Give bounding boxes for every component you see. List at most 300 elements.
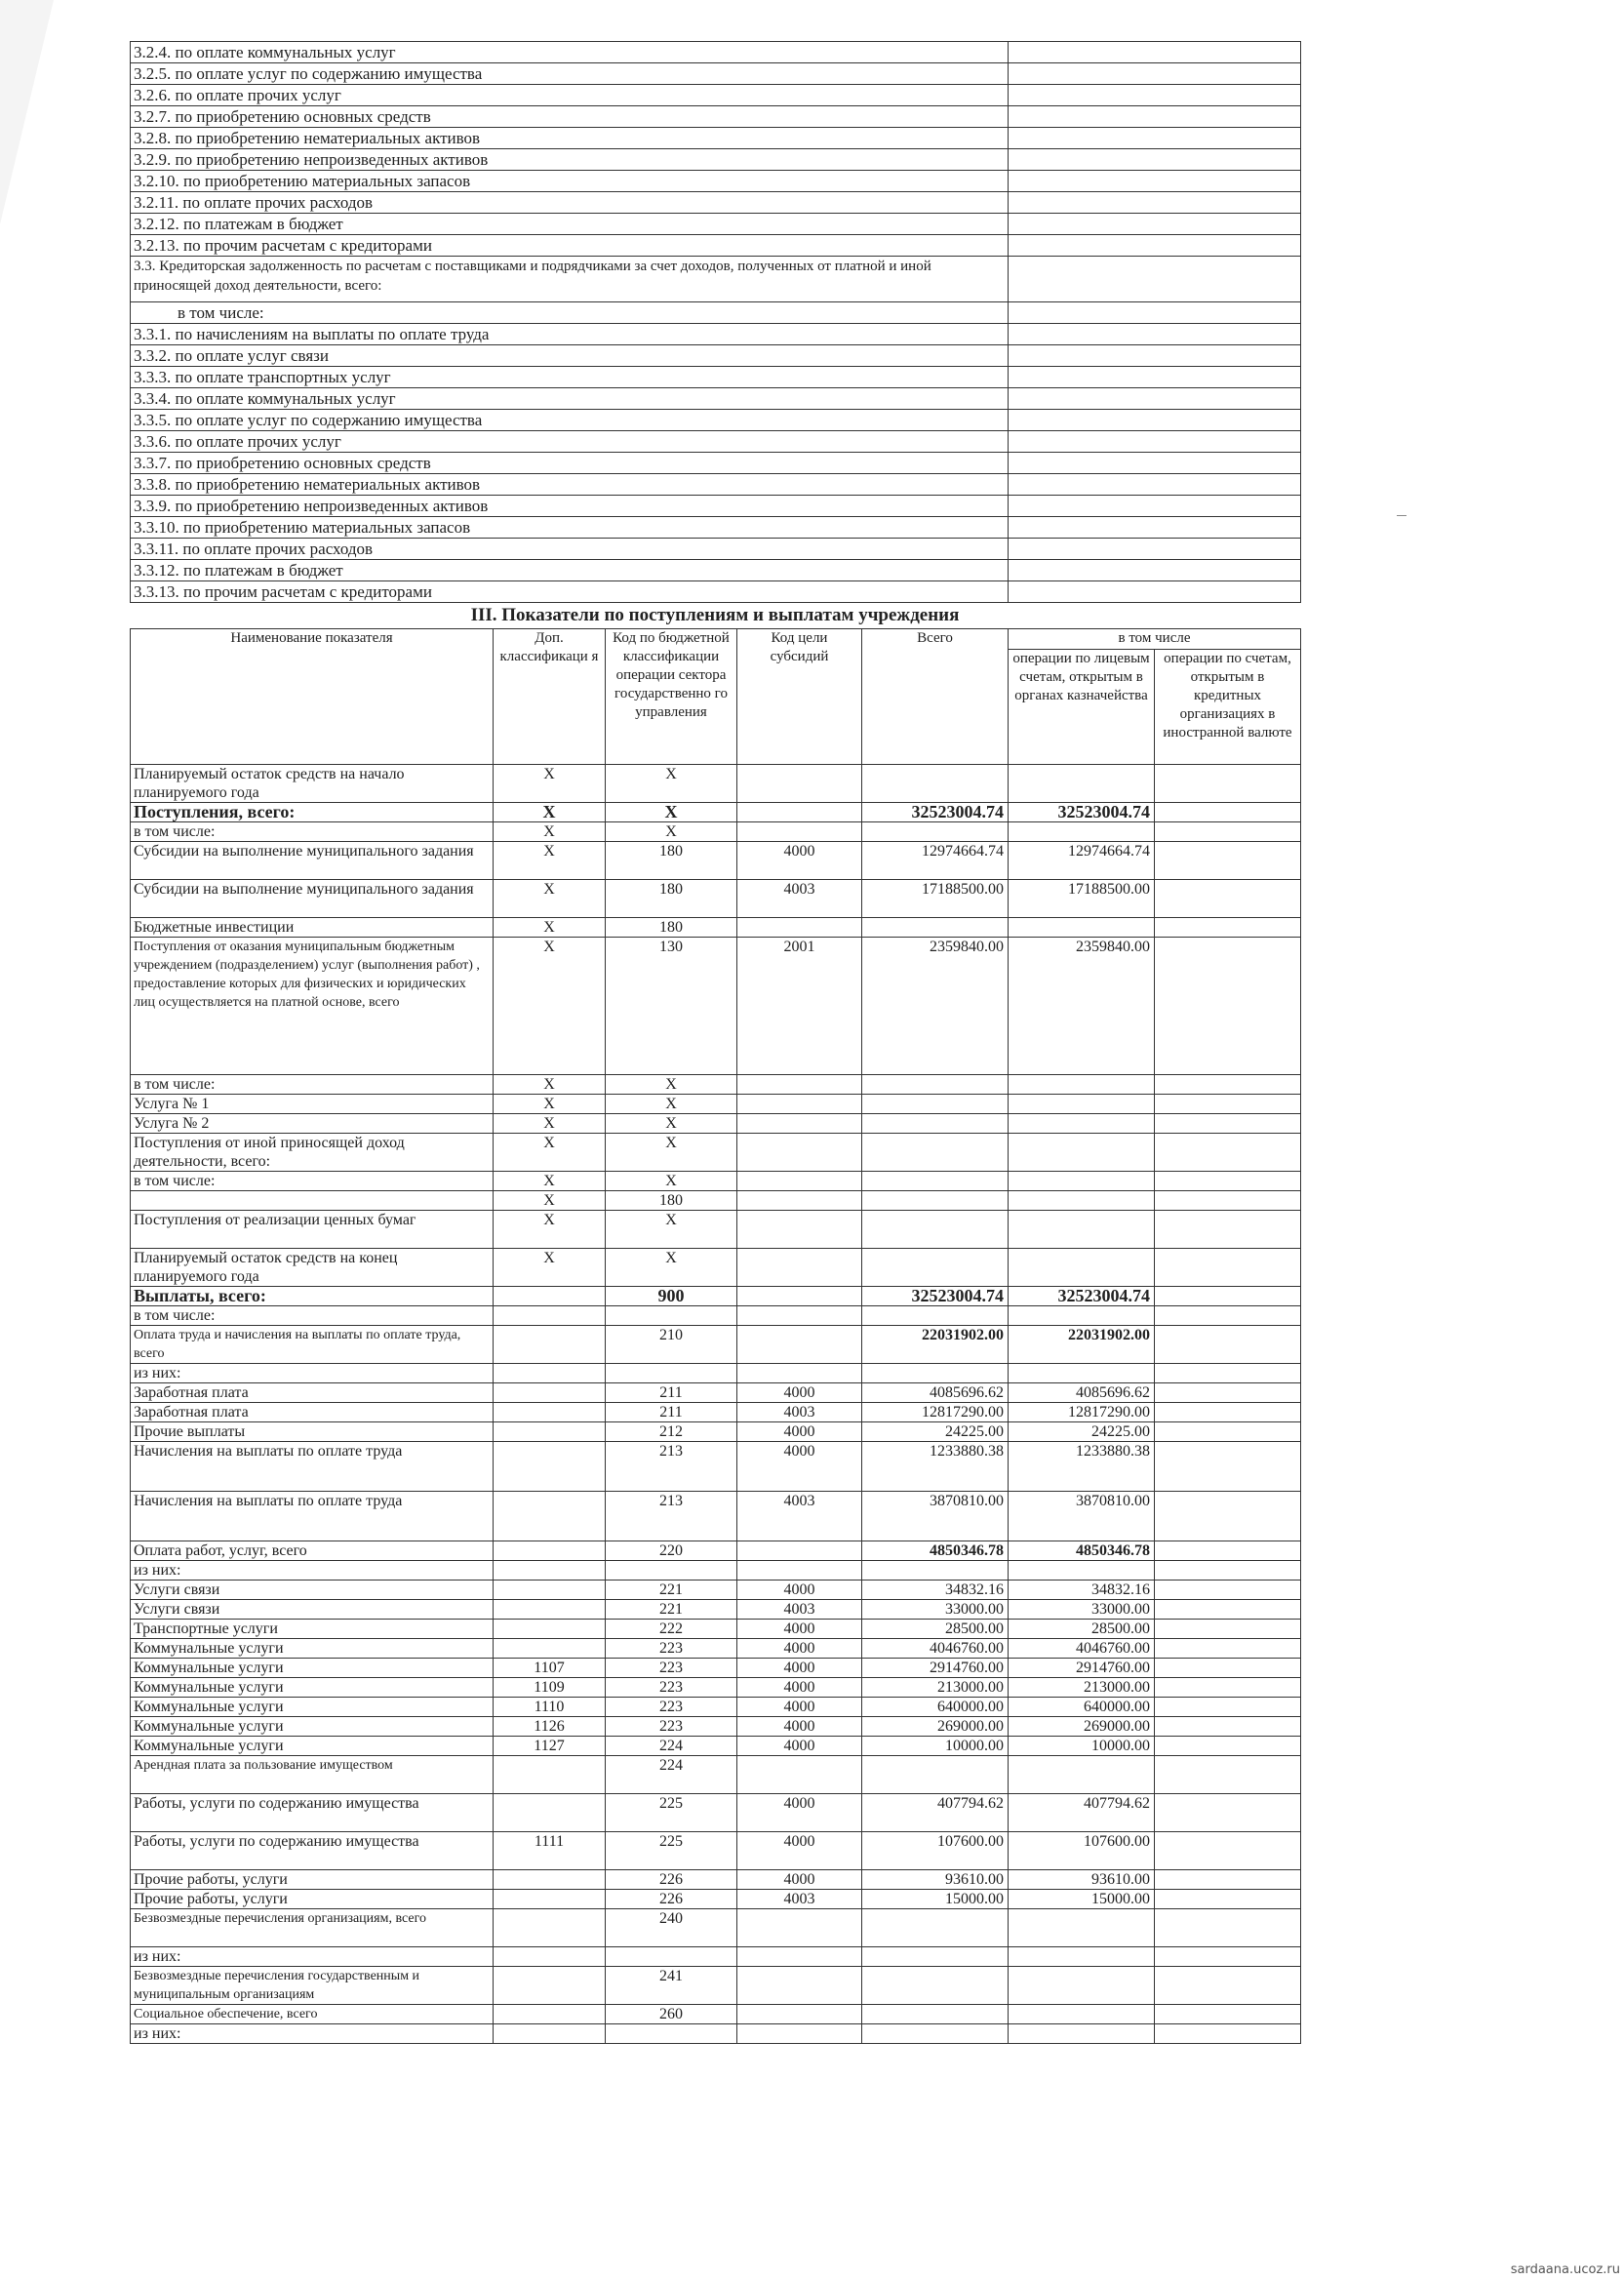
debt-row [131, 149, 1301, 171]
cell-dop-classification [494, 1287, 606, 1306]
cell-foreign [1155, 765, 1301, 803]
header-name: Наименование показателя [131, 629, 494, 765]
debt-row-label: 3.2.5. по оплате услуг по содержанию имущества [131, 63, 1009, 85]
table-row [131, 1717, 1301, 1737]
table-row [131, 1249, 1301, 1287]
cell-treasury: 3870810.00 [1009, 1492, 1155, 1541]
cell-treasury [1009, 1134, 1155, 1172]
debt-row [131, 367, 1301, 388]
cell-total: 15000.00 [862, 1890, 1009, 1909]
cell-foreign [1155, 803, 1301, 822]
cell-name: Поступления от оказания муниципальным бюджетным учреждением (подразделением) услуг (выполнения работ) , предоставление которых для физических и юридических лиц осуществляется на платной основе, всего [131, 938, 494, 1075]
cell-foreign [1155, 1306, 1301, 1326]
cell-treasury: 2914760.00 [1009, 1659, 1155, 1678]
debt-row-label: 3.3.1. по начислениям на выплаты по оплате труда [131, 324, 1009, 345]
table-row [131, 1306, 1301, 1326]
debt-row-label: 3.3. Кредиторская задолженность по расчетам с поставщиками и подрядчиками за счет доходов, полученных от платной и иной приносящей доход деятельности, всего: [131, 257, 1009, 302]
table-row [131, 918, 1301, 938]
cell-subsidy-code: 4000 [737, 1794, 862, 1832]
table-row [131, 1383, 1301, 1403]
table-row [131, 2005, 1301, 2024]
cell-total: 269000.00 [862, 1717, 1009, 1737]
cell-budget-code: Х [606, 765, 737, 803]
table-row [131, 1756, 1301, 1794]
cell-name: Оплата работ, услуг, всего [131, 1541, 494, 1561]
cell-subsidy-code: 4000 [737, 1717, 862, 1737]
debt-row-value [1009, 474, 1301, 496]
cell-total [862, 1095, 1009, 1114]
cell-budget-code: 226 [606, 1870, 737, 1890]
cell-foreign [1155, 1287, 1301, 1306]
cell-name: Заработная плата [131, 1403, 494, 1422]
cell-dop-classification [494, 1909, 606, 1947]
cell-total: 12817290.00 [862, 1403, 1009, 1422]
table-row [131, 938, 1301, 1075]
cell-name: Транспортные услуги [131, 1620, 494, 1639]
cell-subsidy-code: 4000 [737, 1678, 862, 1698]
cell-treasury: 12817290.00 [1009, 1403, 1155, 1422]
cell-treasury [1009, 1191, 1155, 1211]
cell-dop-classification: 1127 [494, 1737, 606, 1756]
debt-row [131, 192, 1301, 214]
cell-budget-code: 224 [606, 1756, 737, 1794]
cell-name [131, 1191, 494, 1211]
cell-name: Прочие работы, услуги [131, 1890, 494, 1909]
cell-name: Субсидии на выполнение муниципального задания [131, 842, 494, 880]
cell-budget-code: 213 [606, 1442, 737, 1492]
table-row [131, 1832, 1301, 1870]
cell-budget-code [606, 1561, 737, 1581]
cell-name: Прочие выплаты [131, 1422, 494, 1442]
section-title: III. Показатели по поступлениям и выплатам учреждения [470, 605, 960, 625]
debt-row-label: 3.3.3. по оплате транспортных услуг [131, 367, 1009, 388]
cell-total: 17188500.00 [862, 880, 1009, 918]
table-row [131, 1659, 1301, 1678]
cell-dop-classification [494, 1794, 606, 1832]
cell-treasury [1009, 765, 1155, 803]
cell-total [862, 1306, 1009, 1326]
cell-total: 2359840.00 [862, 938, 1009, 1075]
cell-total: 12974664.74 [862, 842, 1009, 880]
cell-foreign [1155, 1967, 1301, 2005]
cell-total: 93610.00 [862, 1870, 1009, 1890]
cell-treasury [1009, 1095, 1155, 1114]
cell-dop-classification [494, 1541, 606, 1561]
cell-budget-code: 180 [606, 918, 737, 938]
cell-name: в том числе: [131, 822, 494, 842]
debt-row-label: 3.3.12. по платежам в бюджет [131, 560, 1009, 581]
cell-budget-code: 130 [606, 938, 737, 1075]
cell-subsidy-code: 4000 [737, 1659, 862, 1678]
cell-foreign [1155, 1639, 1301, 1659]
debt-row [131, 517, 1301, 539]
cell-treasury [1009, 1114, 1155, 1134]
cell-treasury: 4850346.78 [1009, 1541, 1155, 1561]
cell-total [862, 918, 1009, 938]
cell-treasury [1009, 1211, 1155, 1249]
cell-name: Коммунальные услуги [131, 1639, 494, 1659]
cell-treasury [1009, 1249, 1155, 1287]
debt-row-value [1009, 42, 1301, 63]
cell-dop-classification: Х [494, 822, 606, 842]
cell-foreign [1155, 1191, 1301, 1211]
debt-row-value [1009, 214, 1301, 235]
table-row [131, 1114, 1301, 1134]
cell-subsidy-code [737, 765, 862, 803]
cell-total: 24225.00 [862, 1422, 1009, 1442]
cell-total [862, 1561, 1009, 1581]
cell-dop-classification [494, 1326, 606, 1364]
debt-row [131, 106, 1301, 128]
cell-treasury: 640000.00 [1009, 1698, 1155, 1717]
cell-budget-code: 180 [606, 842, 737, 880]
cell-dop-classification: Х [494, 880, 606, 918]
cell-treasury: 1233880.38 [1009, 1442, 1155, 1492]
debt-row-label: 3.2.4. по оплате коммунальных услуг [131, 42, 1009, 63]
table-row [131, 1600, 1301, 1620]
cell-total [862, 1364, 1009, 1383]
cell-subsidy-code [737, 1756, 862, 1794]
cell-name: Социальное обеспечение, всего [131, 2005, 494, 2024]
table-row [131, 1620, 1301, 1639]
cell-treasury: 17188500.00 [1009, 880, 1155, 918]
cell-name: Планируемый остаток средств на начало планируемого года [131, 765, 494, 803]
table-row [131, 1639, 1301, 1659]
cell-treasury: 107600.00 [1009, 1832, 1155, 1870]
cell-treasury: 2359840.00 [1009, 938, 1155, 1075]
cell-name: Поступления, всего: [131, 803, 494, 822]
cell-dop-classification: 1107 [494, 1659, 606, 1678]
cell-dop-classification: Х [494, 1172, 606, 1191]
cell-foreign [1155, 822, 1301, 842]
debt-row-label: 3.2.12. по платежам в бюджет [131, 214, 1009, 235]
cell-treasury: 15000.00 [1009, 1890, 1155, 1909]
header-total: Всего [862, 629, 1009, 765]
cell-foreign [1155, 1326, 1301, 1364]
cell-subsidy-code: 4000 [737, 842, 862, 880]
cell-budget-code: 222 [606, 1620, 737, 1639]
debt-row-label: 3.2.11. по оплате прочих расходов [131, 192, 1009, 214]
cell-dop-classification [494, 1492, 606, 1541]
cell-dop-classification [494, 1403, 606, 1422]
table-row [131, 1492, 1301, 1541]
cell-dop-classification: 1109 [494, 1678, 606, 1698]
cell-subsidy-code [737, 1191, 862, 1211]
debt-row-value [1009, 388, 1301, 410]
debt-row-value [1009, 235, 1301, 257]
cell-total: 1233880.38 [862, 1442, 1009, 1492]
cell-subsidy-code [737, 803, 862, 822]
receipts-payments-table [130, 628, 1301, 2044]
cell-subsidy-code [737, 1306, 862, 1326]
cell-dop-classification [494, 1306, 606, 1326]
table-row [131, 1947, 1301, 1967]
cell-budget-code: 223 [606, 1639, 737, 1659]
cell-name: Услуга № 1 [131, 1095, 494, 1114]
cell-treasury: 22031902.00 [1009, 1326, 1155, 1364]
header-budget-code: Код по бюджетной классификации операции сектора государственно го управления [606, 629, 737, 765]
table-row [131, 842, 1301, 880]
cell-foreign [1155, 1249, 1301, 1287]
table-row [131, 1075, 1301, 1095]
cell-budget-code: 212 [606, 1422, 737, 1442]
cell-subsidy-code: 4003 [737, 1403, 862, 1422]
folded-page-corner [0, 0, 54, 224]
cell-foreign [1155, 1134, 1301, 1172]
cell-dop-classification: Х [494, 938, 606, 1075]
cell-total [862, 1909, 1009, 1947]
cell-budget-code: 221 [606, 1600, 737, 1620]
cell-foreign [1155, 1442, 1301, 1492]
debt-row [131, 560, 1301, 581]
cell-dop-classification [494, 1756, 606, 1794]
debt-row [131, 128, 1301, 149]
cell-name: Арендная плата за пользование имуществом [131, 1756, 494, 1794]
cell-name: Оплата труда и начисления на выплаты по оплате труда, всего [131, 1326, 494, 1364]
table-row [131, 2024, 1301, 2044]
table-row [131, 1326, 1301, 1364]
cell-name: в том числе: [131, 1306, 494, 1326]
debt-row [131, 496, 1301, 517]
cell-foreign [1155, 1561, 1301, 1581]
cell-subsidy-code [737, 918, 862, 938]
cell-budget-code: 220 [606, 1541, 737, 1561]
cell-subsidy-code [737, 1947, 862, 1967]
cell-foreign [1155, 1678, 1301, 1698]
cell-total [862, 2005, 1009, 2024]
cell-total [862, 1134, 1009, 1172]
cell-subsidy-code [737, 1249, 862, 1287]
cell-foreign [1155, 918, 1301, 938]
creditor-debt-table [130, 41, 1301, 603]
cell-subsidy-code [737, 1287, 862, 1306]
cell-treasury [1009, 1306, 1155, 1326]
header-foreign-accounts: операции по счетам, открытым в кредитных организациях в иностранной валюте [1155, 650, 1301, 765]
cell-total [862, 1191, 1009, 1211]
cell-subsidy-code [737, 2005, 862, 2024]
cell-subsidy-code: 4003 [737, 1890, 862, 1909]
cell-foreign [1155, 1172, 1301, 1191]
cell-subsidy-code: 4000 [737, 1442, 862, 1492]
cell-dop-classification [494, 2005, 606, 2024]
debt-row-value [1009, 302, 1301, 324]
cell-subsidy-code [737, 1967, 862, 2005]
cell-subsidy-code: 4000 [737, 1870, 862, 1890]
debt-row-value [1009, 560, 1301, 581]
cell-foreign [1155, 1832, 1301, 1870]
cell-subsidy-code: 4000 [737, 1832, 862, 1870]
table-row [131, 1211, 1301, 1249]
cell-name: Бюджетные инвестиции [131, 918, 494, 938]
debt-row-label: 3.3.8. по приобретению нематериальных активов [131, 474, 1009, 496]
cell-treasury: 269000.00 [1009, 1717, 1155, 1737]
debt-row-value [1009, 539, 1301, 560]
cell-foreign [1155, 880, 1301, 918]
cell-treasury: 24225.00 [1009, 1422, 1155, 1442]
cell-budget-code: Х [606, 803, 737, 822]
cell-name: из них: [131, 2024, 494, 2044]
table-row [131, 1581, 1301, 1600]
debt-row-value [1009, 128, 1301, 149]
debt-row-value [1009, 496, 1301, 517]
cell-dop-classification [494, 1364, 606, 1383]
cell-name: Услуги связи [131, 1600, 494, 1620]
cell-foreign [1155, 1890, 1301, 1909]
cell-dop-classification: Х [494, 1211, 606, 1249]
cell-total: 34832.16 [862, 1581, 1009, 1600]
cell-total [862, 1114, 1009, 1134]
debt-row-label: 3.3.4. по оплате коммунальных услуг [131, 388, 1009, 410]
table-row [131, 880, 1301, 918]
cell-dop-classification [494, 1581, 606, 1600]
cell-total: 32523004.74 [862, 803, 1009, 822]
debt-row-label: 3.3.13. по прочим расчетам с кредиторами [131, 581, 1009, 603]
cell-budget-code: Х [606, 1172, 737, 1191]
cell-treasury [1009, 1561, 1155, 1581]
cell-total: 28500.00 [862, 1620, 1009, 1639]
cell-name: Коммунальные услуги [131, 1678, 494, 1698]
cell-total [862, 2024, 1009, 2044]
table-row [131, 1403, 1301, 1422]
header-dop-classification: Доп. классификаци я [494, 629, 606, 765]
debt-row-value [1009, 106, 1301, 128]
cell-name: Поступления от иной приносящей доход деятельности, всего: [131, 1134, 494, 1172]
cell-dop-classification: Х [494, 1249, 606, 1287]
cell-dop-classification [494, 1967, 606, 2005]
cell-dop-classification: 1110 [494, 1698, 606, 1717]
cell-dop-classification: Х [494, 842, 606, 880]
cell-total [862, 1756, 1009, 1794]
cell-foreign [1155, 1492, 1301, 1541]
cell-subsidy-code: 4000 [737, 1620, 862, 1639]
cell-dop-classification: Х [494, 1114, 606, 1134]
cell-budget-code: 241 [606, 1967, 737, 2005]
debt-row-value [1009, 431, 1301, 453]
debt-row [131, 257, 1301, 302]
cell-total [862, 765, 1009, 803]
debt-row [131, 581, 1301, 603]
cell-budget-code: 223 [606, 1678, 737, 1698]
cell-subsidy-code [737, 1211, 862, 1249]
cell-subsidy-code: 4003 [737, 880, 862, 918]
cell-total: 640000.00 [862, 1698, 1009, 1717]
cell-budget-code: Х [606, 822, 737, 842]
cell-budget-code: 213 [606, 1492, 737, 1541]
cell-name: Работы, услуги по содержанию имущества [131, 1794, 494, 1832]
cell-foreign [1155, 1909, 1301, 1947]
cell-dop-classification [494, 1620, 606, 1639]
cell-subsidy-code: 4000 [737, 1698, 862, 1717]
cell-name: Выплаты, всего: [131, 1287, 494, 1306]
cell-subsidy-code [737, 822, 862, 842]
cell-budget-code: 180 [606, 880, 737, 918]
debt-row-label: 3.2.6. по оплате прочих услуг [131, 85, 1009, 106]
cell-name: Начисления на выплаты по оплате труда [131, 1492, 494, 1541]
cell-foreign [1155, 1794, 1301, 1832]
cell-treasury [1009, 2005, 1155, 2024]
cell-name: Планируемый остаток средств на конец планируемого года [131, 1249, 494, 1287]
cell-total [862, 1211, 1009, 1249]
debt-row [131, 431, 1301, 453]
cell-foreign [1155, 1620, 1301, 1639]
cell-total: 2914760.00 [862, 1659, 1009, 1678]
cell-foreign [1155, 1075, 1301, 1095]
watermark: sardaana.ucoz.ru [1510, 2262, 1620, 2277]
cell-dop-classification: Х [494, 1191, 606, 1211]
cell-dop-classification: 1111 [494, 1832, 606, 1870]
debt-row-label: 3.3.10. по приобретению материальных запасов [131, 517, 1009, 539]
cell-foreign [1155, 1756, 1301, 1794]
cell-foreign [1155, 1403, 1301, 1422]
cell-total: 10000.00 [862, 1737, 1009, 1756]
cell-subsidy-code: 4000 [737, 1737, 862, 1756]
cell-subsidy-code [737, 1364, 862, 1383]
table-row [131, 1909, 1301, 1947]
cell-foreign [1155, 938, 1301, 1075]
cell-name: из них: [131, 1364, 494, 1383]
cell-dop-classification [494, 1947, 606, 1967]
cell-name: в том числе: [131, 1172, 494, 1191]
cell-dop-classification [494, 1561, 606, 1581]
table-row [131, 1737, 1301, 1756]
debt-row-label: 3.2.8. по приобретению нематериальных активов [131, 128, 1009, 149]
table-row [131, 1698, 1301, 1717]
cell-treasury [1009, 1172, 1155, 1191]
cell-total [862, 1967, 1009, 2005]
cell-treasury: 12974664.74 [1009, 842, 1155, 880]
cell-foreign [1155, 1364, 1301, 1383]
scan-mark [1397, 515, 1406, 516]
cell-treasury [1009, 1967, 1155, 2005]
cell-subsidy-code [737, 1134, 862, 1172]
cell-foreign [1155, 1095, 1301, 1114]
cell-subsidy-code: 4003 [737, 1492, 862, 1541]
cell-total [862, 1172, 1009, 1191]
cell-dop-classification: 1126 [494, 1717, 606, 1737]
cell-budget-code: 211 [606, 1383, 737, 1403]
table-row [131, 1442, 1301, 1492]
cell-total: 213000.00 [862, 1678, 1009, 1698]
cell-foreign [1155, 1114, 1301, 1134]
cell-dop-classification: Х [494, 1075, 606, 1095]
cell-budget-code: 900 [606, 1287, 737, 1306]
table-row [131, 822, 1301, 842]
cell-total: 4850346.78 [862, 1541, 1009, 1561]
cell-name: Начисления на выплаты по оплате труда [131, 1442, 494, 1492]
cell-dop-classification [494, 1422, 606, 1442]
debt-row-value [1009, 171, 1301, 192]
debt-row-value [1009, 410, 1301, 431]
debt-row-label: 3.2.9. по приобретению непроизведенных активов [131, 149, 1009, 171]
cell-foreign [1155, 1600, 1301, 1620]
cell-budget-code: 224 [606, 1737, 737, 1756]
cell-budget-code [606, 2024, 737, 2044]
cell-subsidy-code [737, 1326, 862, 1364]
cell-budget-code: 260 [606, 2005, 737, 2024]
debt-row [131, 302, 1301, 324]
cell-subsidy-code: 4000 [737, 1639, 862, 1659]
debt-row [131, 235, 1301, 257]
debt-row [131, 539, 1301, 560]
cell-foreign [1155, 2005, 1301, 2024]
debt-row-label: 3.2.10. по приобретению материальных запасов [131, 171, 1009, 192]
cell-budget-code: Х [606, 1134, 737, 1172]
cell-treasury: 4046760.00 [1009, 1639, 1155, 1659]
table-row [131, 1870, 1301, 1890]
cell-subsidy-code: 4000 [737, 1422, 862, 1442]
cell-treasury: 93610.00 [1009, 1870, 1155, 1890]
header-including: в том числе [1009, 629, 1301, 650]
